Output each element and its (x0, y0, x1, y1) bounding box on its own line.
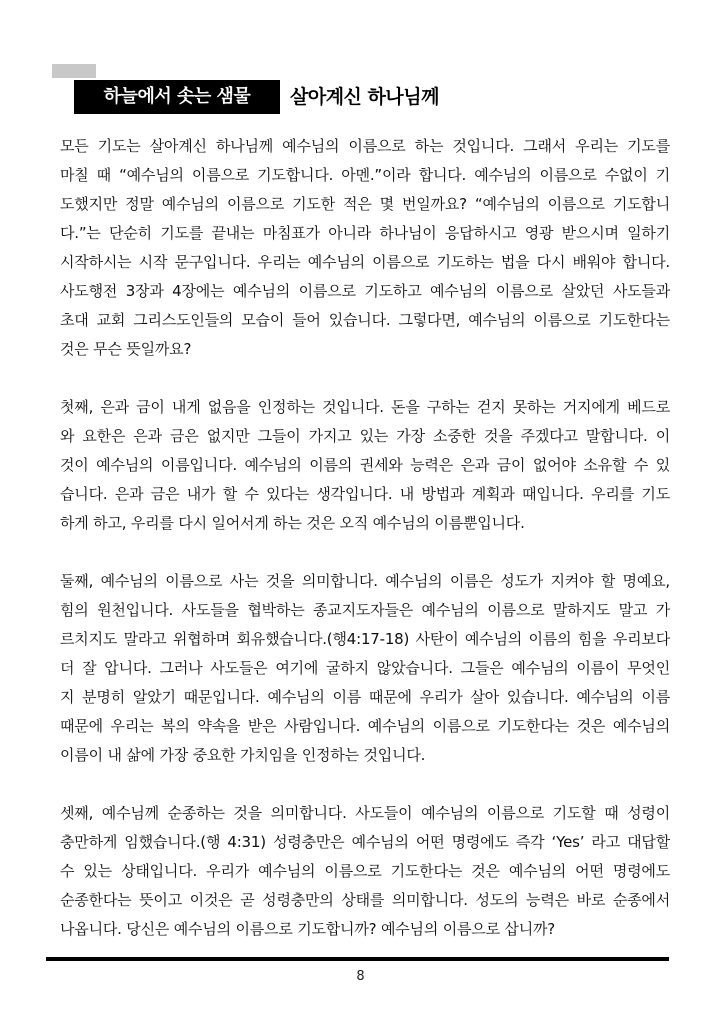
text-line: 첫째, 은과 금이 내게 없음을 인정하는 것입니다. 돈을 구하는 걷지 못하는 거지에게 베드로 (60, 398, 670, 416)
footer-rule (46, 957, 669, 961)
text-line: 것이 예수님의 이름입니다. 예수님의 이름의 권세와 능력은 은과 금이 없어야 소유할 수 있 (60, 456, 670, 474)
text-line: 둘째, 예수님의 이름으로 사는 것을 의미합니다. 예수님의 이름은 성도가 지켜야 할 명예요, (60, 572, 670, 590)
text-line: 셋째, 예수님께 순종하는 것을 의미합니다. 사도들이 예수님의 이름으로 기도할 때 성령이 (60, 804, 670, 822)
text-line: 모든 기도는 살아계신 하나님께 예수님의 이름으로 하는 것입니다. 그래서 우리는 기도를 (60, 137, 670, 155)
text-line: 시작하시는 시작 문구입니다. 우리는 예수님의 이름으로 기도하는 법을 다시 배워야 합니다. (60, 253, 670, 271)
text-line: 때문에 우리는 복의 약속을 받은 사람입니다. 예수님의 이름으로 기도한다는 것은 예수님의 (60, 717, 670, 735)
text-line: 더 잘 압니다. 그러나 사도들은 여기에 굴하지 않았습니다. 그들은 예수님의 이름이 무엇인 (60, 659, 670, 677)
text-line: 와 요한은 은과 금은 없지만 그들이 가지고 있는 가장 소중한 것을 주겠다고 말합니다. 이 (60, 427, 670, 445)
text-line: 이름이 내 삶에 가장 중요한 가치임을 인정하는 것입니다. (60, 746, 426, 764)
text-line: 다.”는 단순히 기도를 끝내는 마침표가 아니라 하나님이 응답하시고 영광 받으시며 일하기 (60, 224, 670, 242)
text-line: 도했지만 정말 예수님의 이름으로 기도한 적은 몇 번일까요? “예수님의 이름으로 기도합니 (60, 195, 670, 213)
text-line: 충만하게 임했습니다.(행 4:31) 성령충만은 예수님의 어떤 명령에도 즉각 ‘Yes’ 라고 대답할 (60, 833, 670, 851)
text-line: 힘의 원천입니다. 사도들을 협박하는 종교지도자들은 예수님의 이름으로 말하지도 말고 가 (60, 601, 670, 619)
text-line: 지 분명히 알았기 때문입니다. 예수님의 이름 때문에 우리가 살아 있습니다. 예수님의 이름 (60, 688, 670, 706)
paragraph-first (60, 393, 670, 538)
section-label: 하늘에서 솟는 샘물 (103, 86, 251, 107)
paragraph-intro (60, 132, 670, 364)
page-title: 살아계신 하나님께 (290, 86, 439, 108)
text-line: 나옵니다. 당신은 예수님의 이름으로 기도합니까? 예수님의 이름으로 삽니까? (60, 920, 556, 938)
article-body (60, 132, 670, 973)
text-line: 습니다. 은과 금은 내가 할 수 있다는 생각입니다. 내 방법과 계획과 때입니다. 우리를 기도 (60, 485, 670, 503)
text-line: 순종한다는 뜻이고 이것은 곧 성령충만의 상태를 의미합니다. 성도의 능력은 바로 순종에서 (60, 891, 670, 909)
text-line: 하게 하고, 우리를 다시 일어서게 하는 것은 오직 예수님의 이름뿐입니다. (60, 514, 525, 532)
text-line: 것은 무슨 뜻일까요? (60, 340, 192, 358)
text-line: 르치지도 말라고 위협하며 회유했습니다.(행4:17-18) 사탄이 예수님의 이름의 힘을 우리보다 (60, 630, 670, 648)
text-line: 사도행전 3장과 4장에는 예수님의 이름으로 기도하고 예수님의 이름으로 살았던 사도들과 (60, 282, 670, 300)
text-line: 마칠 때 “예수님의 이름으로 기도합니다. 아멘.”이라 합니다. 예수님의 이름으로 수없이 기 (60, 166, 670, 184)
paragraph-third (60, 799, 670, 944)
text-line: 초대 교회 그리스도인들의 모습이 들어 있습니다. 그렇다면, 예수님의 이름으로 기도한다는 (60, 311, 670, 329)
text-line: 수 있는 상태입니다. 우리가 예수님의 이름으로 기도한다는 것은 예수님의 어떤 명령에도 (60, 862, 670, 880)
header-accent-tab (52, 64, 96, 78)
paragraph-second (60, 567, 670, 770)
page-number: 8 (356, 969, 365, 984)
